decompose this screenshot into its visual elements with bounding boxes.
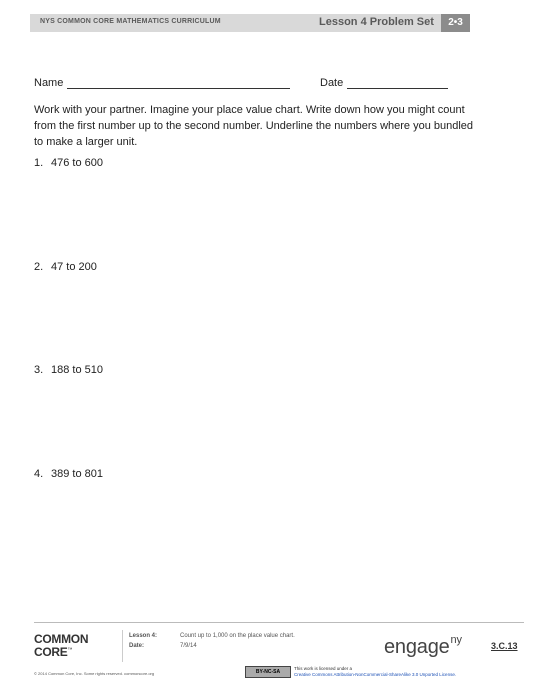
license-text: This work is licensed under a bbox=[294, 666, 353, 671]
footer-vertical-divider bbox=[122, 630, 123, 662]
logo-trademark: ™ bbox=[67, 647, 73, 653]
date-label: Date bbox=[320, 77, 344, 89]
date-meta-value: 7/9/14 bbox=[180, 643, 197, 649]
problem-text: 47 to 200 bbox=[51, 261, 97, 273]
problem-text: 476 to 600 bbox=[51, 157, 103, 169]
problem-3 bbox=[34, 364, 103, 376]
logo-line2: CORE bbox=[34, 645, 68, 659]
logo-line1: COMMON bbox=[34, 632, 89, 646]
name-label: Name bbox=[34, 77, 64, 89]
problem-number: 4. bbox=[34, 468, 44, 480]
lesson-value: Count up to 1,000 on the place value chart. bbox=[180, 633, 295, 639]
name-field[interactable] bbox=[67, 88, 290, 89]
engage-text: engage bbox=[384, 636, 450, 658]
engageny-logo bbox=[384, 634, 462, 659]
lesson-label: Lesson 4: bbox=[129, 633, 158, 639]
copyright-notice: © 2014 Common Core, Inc. Some rights reserved. commoncore.org bbox=[34, 671, 155, 676]
common-core-logo bbox=[34, 634, 88, 658]
page-code: 3.C.13 bbox=[491, 641, 518, 651]
engage-sup: ny bbox=[450, 634, 462, 646]
footer-divider bbox=[34, 622, 524, 623]
problem-number: 2. bbox=[34, 261, 44, 273]
license-link[interactable]: Creative Commons Attribution-NonCommercial-ShareAlike 3.0 Unported License. bbox=[294, 672, 457, 677]
problem-2 bbox=[34, 261, 97, 273]
instructions: Work with your partner. Imagine your place value chart. Write down how you might count from the first number up to the second number. Underline the numbers where you bundled to make a larger unit. bbox=[34, 104, 474, 148]
date-meta-label: Date: bbox=[129, 643, 145, 649]
curriculum-title: NYS COMMON CORE MATHEMATICS CURRICULUM bbox=[40, 18, 221, 25]
grade-module-badge: 2•3 bbox=[441, 14, 470, 32]
creative-commons-badge: BY-NC-SA bbox=[245, 666, 291, 678]
problem-number: 1. bbox=[34, 157, 44, 169]
problem-text: 389 to 801 bbox=[51, 468, 103, 480]
problem-text: 188 to 510 bbox=[51, 364, 103, 376]
problem-4 bbox=[34, 468, 103, 480]
lesson-title: Lesson 4 Problem Set bbox=[319, 16, 434, 28]
problem-number: 3. bbox=[34, 364, 44, 376]
date-field[interactable] bbox=[347, 88, 448, 89]
problem-1 bbox=[34, 157, 103, 169]
